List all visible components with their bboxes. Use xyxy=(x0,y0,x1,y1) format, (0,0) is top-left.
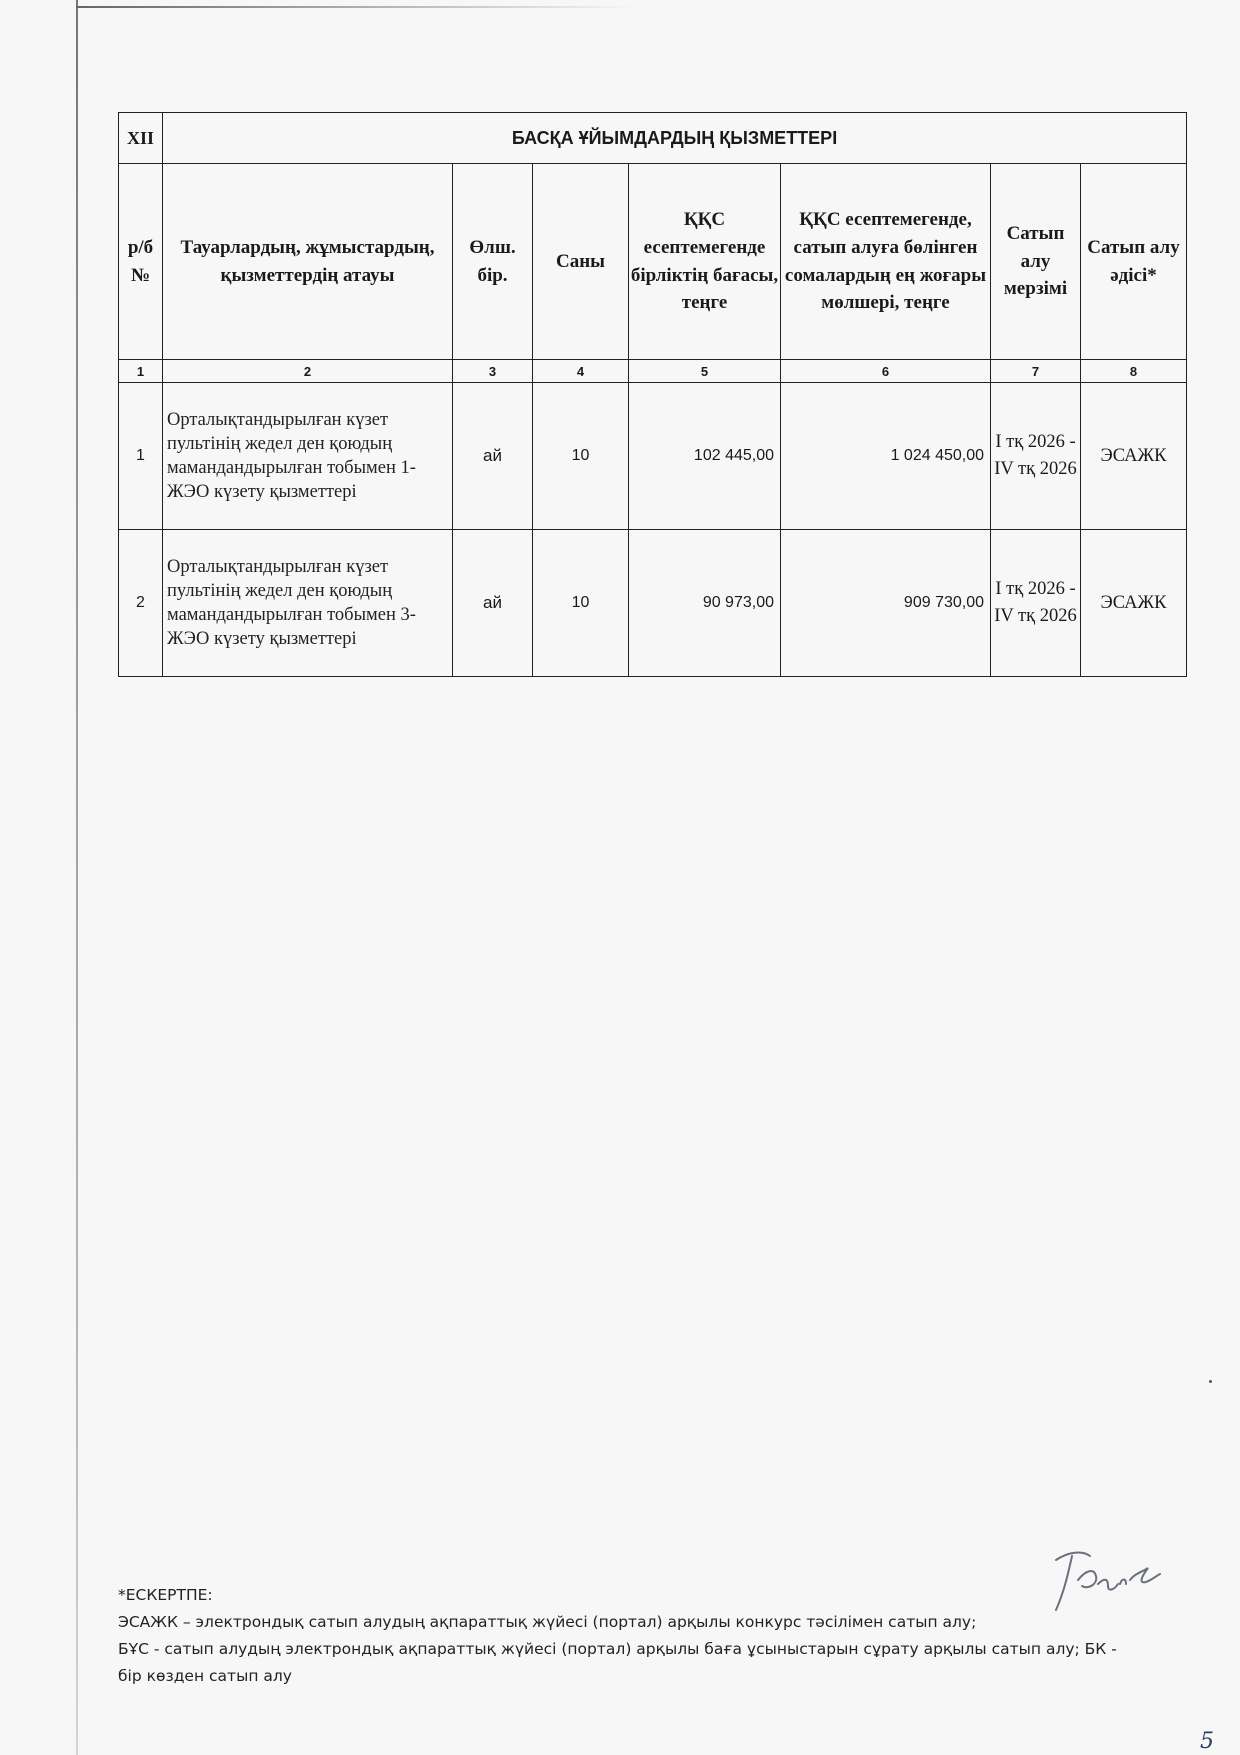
section-header-row xyxy=(119,113,1187,164)
scan-edge-top xyxy=(76,6,636,8)
column-number: 8 xyxy=(1081,360,1187,383)
item-term: I тқ 2026 - IV тқ 2026 xyxy=(991,530,1081,677)
column-number: 3 xyxy=(453,360,533,383)
item-method: ЭСАЖК xyxy=(1081,530,1187,677)
item-unit-price: 90 973,00 xyxy=(629,530,781,677)
column-header-row xyxy=(119,164,1187,360)
item-unit: ай xyxy=(453,383,533,530)
header-cell: Сатып алу әдісі* xyxy=(1081,164,1187,360)
item-method: ЭСАЖК xyxy=(1081,383,1187,530)
header-cell: Өлш. бір. xyxy=(453,164,533,360)
column-number-row xyxy=(119,360,1187,383)
item-name: Орталықтандырылған күзет пультінің жедел ден қоюдың мамандандырылған тобымен 1-ЖЭО күзету қызметтері xyxy=(163,383,453,530)
svg-text:5: 5 xyxy=(1200,1729,1214,1752)
item-term: I тқ 2026 - IV тқ 2026 xyxy=(991,383,1081,530)
procurement-table xyxy=(118,112,1187,677)
footnote-title: *ЕСКЕРТПЕ: xyxy=(118,1586,213,1604)
item-unit-price: 102 445,00 xyxy=(629,383,781,530)
header-cell: ҚҚС есептемегенде бірліктің бағасы, теңге xyxy=(629,164,781,360)
item-unit: ай xyxy=(453,530,533,677)
header-cell: Тауарлардың, жұмыстардың, қызметтердің атауы xyxy=(163,164,453,360)
scan-speck xyxy=(1209,1380,1212,1383)
header-cell: р/б № xyxy=(119,164,163,360)
row-number: 1 xyxy=(119,383,163,530)
item-quantity: 10 xyxy=(533,530,629,677)
column-number: 2 xyxy=(163,360,453,383)
footnote-line: ЭСАЖК – электрондық сатып алудың ақпараттық жүйесі (портал) арқылы конкурс тәсілімен сатып алу; xyxy=(118,1613,977,1631)
column-number: 5 xyxy=(629,360,781,383)
column-number: 1 xyxy=(119,360,163,383)
table-row xyxy=(119,383,1187,530)
item-total: 909 730,00 xyxy=(781,530,991,677)
header-cell: Сатып алу мерзімі xyxy=(991,164,1081,360)
section-title: БАСҚА ҰЙЫМДАРДЫҢ ҚЫЗМЕТТЕРІ xyxy=(163,113,1187,164)
item-name: Орталықтандырылған күзет пультінің жедел ден қоюдың мамандандырылған тобымен 3-ЖЭО күзету қызметтері xyxy=(163,530,453,677)
item-quantity: 10 xyxy=(533,383,629,530)
footnote xyxy=(118,1582,1118,1690)
header-cell: Саны xyxy=(533,164,629,360)
scan-edge xyxy=(76,0,78,1755)
row-number: 2 xyxy=(119,530,163,677)
footnote-line: БҰС - сатып алудың электрондық ақпараттық жүйесі (портал) арқылы баға ұсыныстарын сұрату арқылы сатып алу; БК - бір көзден сатып алу xyxy=(118,1640,1117,1685)
column-number: 6 xyxy=(781,360,991,383)
section-number: XII xyxy=(119,113,163,164)
table-row xyxy=(119,530,1187,677)
header-cell: ҚҚС есептемегенде, сатып алуға бөлінген сомалардың ең жоғары мөлшері, теңге xyxy=(781,164,991,360)
item-total: 1 024 450,00 xyxy=(781,383,991,530)
page-number-mark xyxy=(1198,1728,1224,1752)
column-number: 7 xyxy=(991,360,1081,383)
column-number: 4 xyxy=(533,360,629,383)
